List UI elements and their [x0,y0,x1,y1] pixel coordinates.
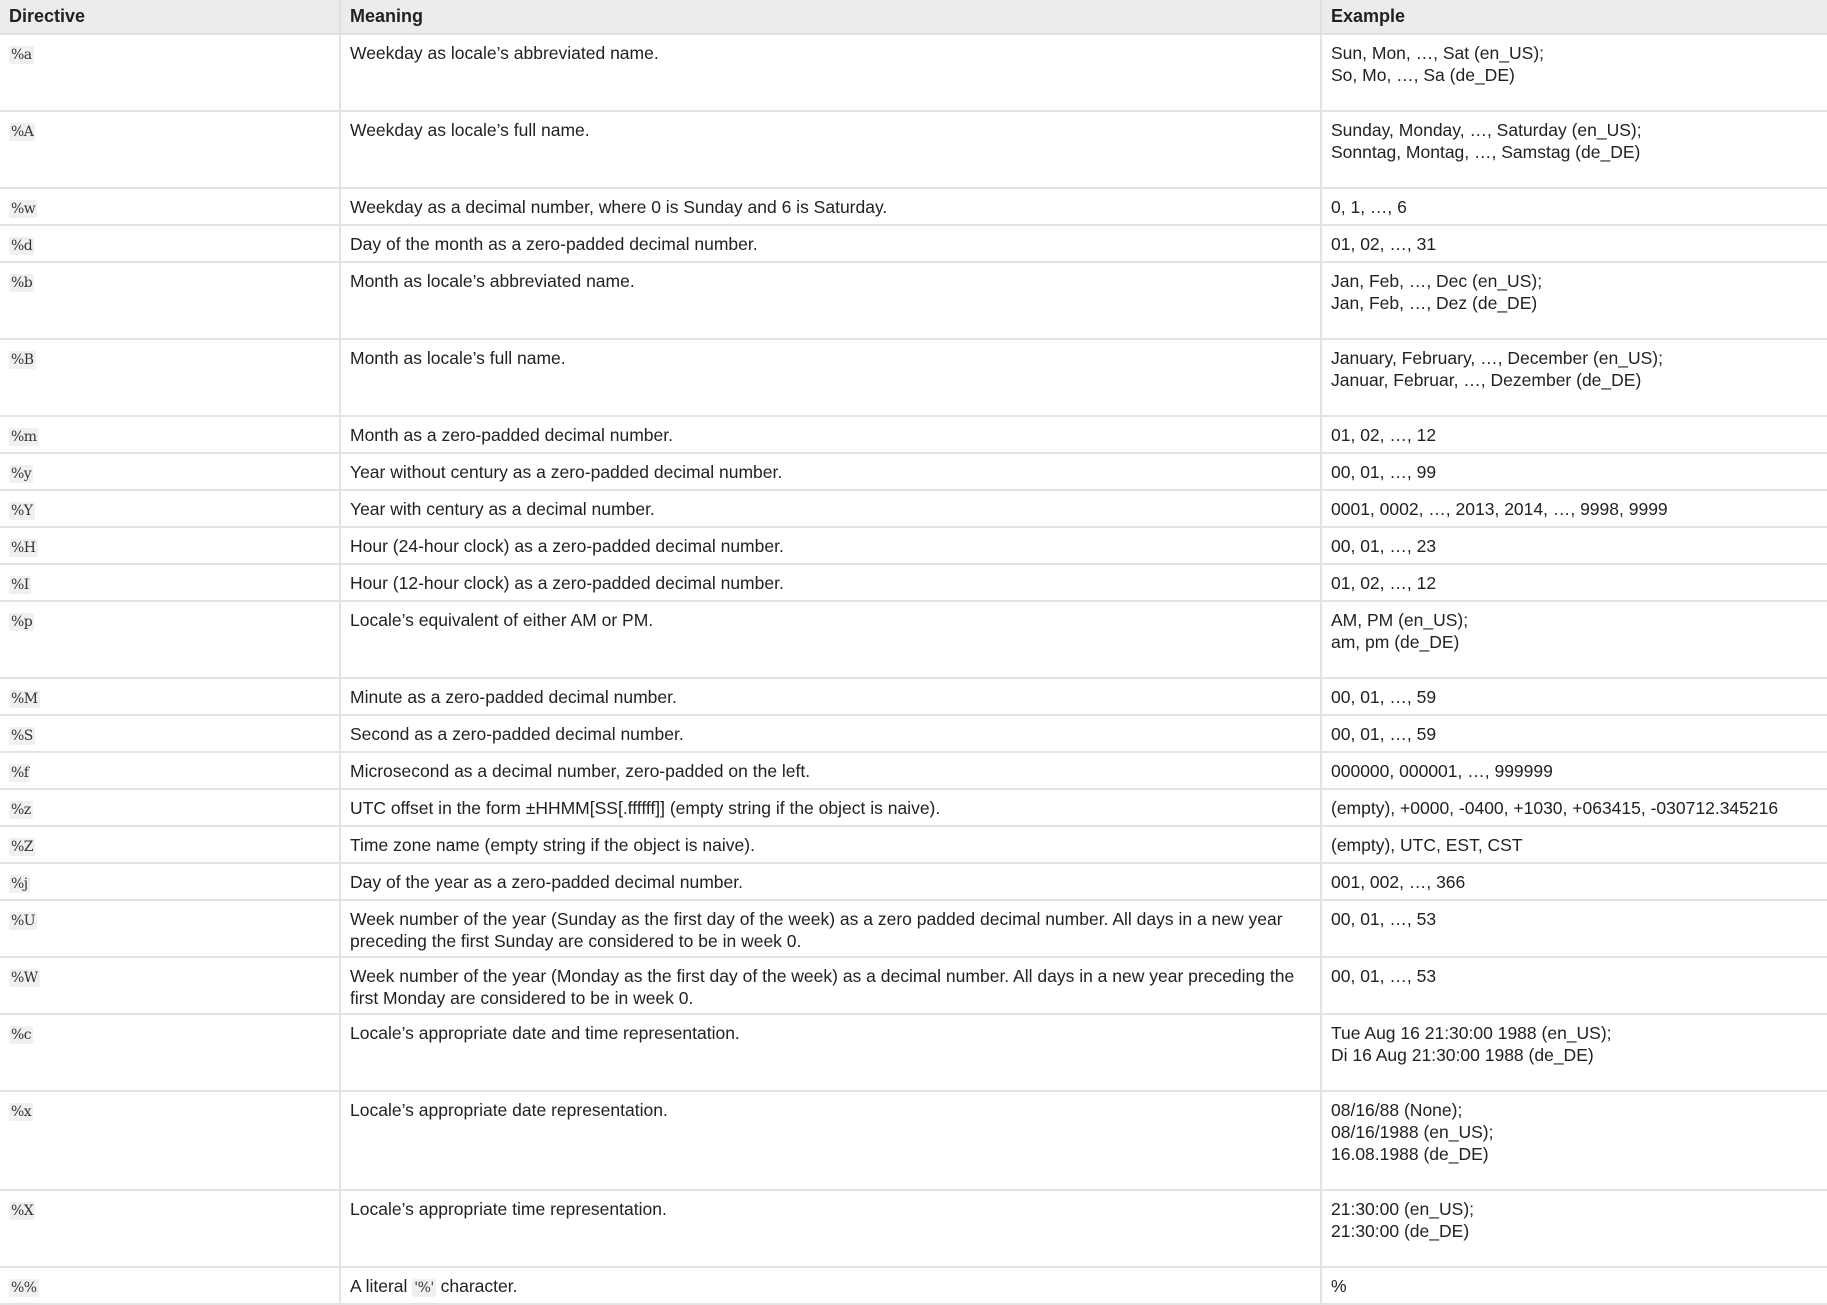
directive-code: %B [11,352,34,368]
table-row [0,678,1827,715]
table-row [0,863,1827,900]
example-line: 000000, 000001, …, 999999 [1331,761,1553,781]
directive-code: %Y [11,503,33,519]
table-row [0,1190,1827,1267]
directive-code: %% [11,1280,37,1296]
header-directive: Directive [0,0,340,34]
example-cell [1321,527,1827,564]
example-line: 001, 002, …, 366 [1331,872,1466,892]
directive-cell [0,416,340,453]
example-cell [1321,34,1827,111]
directive-cell [0,1014,340,1091]
table-row [0,453,1827,490]
meaning-cell: Year with century as a decimal number. [340,490,1321,527]
meaning-text: A literal [350,1276,413,1296]
directive-cell [0,900,340,957]
table-row [0,601,1827,678]
directive-code: %m [11,429,37,445]
example-line: 21:30:00 (en_US); [1331,1199,1475,1219]
table-row [0,527,1827,564]
directive-code: %U [11,913,36,929]
header-row [0,0,1827,34]
example-line: Jan, Feb, …, Dez (de_DE) [1331,293,1538,313]
meaning-cell: Time zone name (empty string if the object is naive). [340,826,1321,863]
meaning-cell: Locale’s equivalent of either AM or PM. [340,601,1321,678]
example-cell [1321,564,1827,601]
example-cell [1321,752,1827,789]
table-row [0,188,1827,225]
example-cell [1321,957,1827,1014]
table-row [0,225,1827,262]
example-line: 00, 01, …, 53 [1331,909,1437,929]
example-line: Di 16 Aug 21:30:00 1988 (de_DE) [1331,1045,1594,1065]
meaning-cell: Second as a zero-padded decimal number. [340,715,1321,752]
directive-cell [0,789,340,826]
table-row [0,262,1827,339]
meaning-cell [340,1267,1321,1304]
meaning-cell: Week number of the year (Sunday as the first day of the week) as a zero padded decimal number. All days in a new year preceding the first Sunday are considered to be in week 0. [340,900,1321,957]
example-cell [1321,339,1827,416]
table-row [0,957,1827,1014]
example-line: 00, 01, …, 23 [1331,536,1437,556]
example-cell [1321,111,1827,188]
table-row [0,34,1827,111]
example-cell [1321,678,1827,715]
example-line: Sun, Mon, …, Sat (en_US); [1331,43,1545,63]
meaning-cell: Day of the year as a zero-padded decimal number. [340,863,1321,900]
directive-cell [0,752,340,789]
table-row [0,1267,1827,1304]
example-line: 01, 02, …, 12 [1331,573,1437,593]
directive-code: %A [11,124,34,140]
meaning-cell: Hour (24-hour clock) as a zero-padded decimal number. [340,527,1321,564]
example-line: 08/16/1988 (en_US); [1331,1122,1494,1142]
directive-code: %Z [11,839,34,855]
directive-cell [0,601,340,678]
table-row [0,1014,1827,1091]
directive-cell [0,225,340,262]
example-cell [1321,1091,1827,1190]
meaning-cell: Year without century as a zero-padded decimal number. [340,453,1321,490]
example-cell [1321,416,1827,453]
example-cell [1321,453,1827,490]
example-cell [1321,262,1827,339]
example-cell [1321,789,1827,826]
example-cell [1321,188,1827,225]
table-row [0,789,1827,826]
directive-code: %j [11,876,28,892]
directive-cell [0,1190,340,1267]
meaning-cell: Weekday as locale’s full name. [340,111,1321,188]
directive-code: %a [11,47,32,63]
table-row [0,1091,1827,1190]
directive-cell [0,262,340,339]
example-line: 01, 02, …, 12 [1331,425,1437,445]
example-line: % [1331,1276,1347,1296]
meaning-cell: Week number of the year (Monday as the first day of the week) as a decimal number. All days in a new year preceding the first Monday are considered to be in week 0. [340,957,1321,1014]
meaning-cell: UTC offset in the form ±HHMM[SS[.ffffff]] (empty string if the object is naive). [340,789,1321,826]
meaning-cell: Locale’s appropriate time representation. [340,1190,1321,1267]
directive-cell [0,339,340,416]
directive-code: %f [11,765,29,781]
example-line: January, February, …, December (en_US); [1331,348,1663,368]
example-cell [1321,1267,1827,1304]
directive-cell [0,34,340,111]
example-line: So, Mo, …, Sa (de_DE) [1331,65,1515,85]
example-line: (empty), +0000, -0400, +1030, +063415, -030712.345216 [1331,798,1779,818]
example-cell [1321,225,1827,262]
directive-code: %d [11,238,33,254]
meaning-cell: Locale’s appropriate date representation. [340,1091,1321,1190]
example-cell [1321,601,1827,678]
example-line: Jan, Feb, …, Dec (en_US); [1331,271,1543,291]
table-row [0,826,1827,863]
directive-cell [0,490,340,527]
directive-code: %M [11,691,38,707]
directive-cell [0,957,340,1014]
directive-cell [0,826,340,863]
meaning-cell: Month as locale’s abbreviated name. [340,262,1321,339]
directive-cell [0,1267,340,1304]
directive-code: %p [11,614,33,630]
example-line: am, pm (de_DE) [1331,632,1460,652]
example-cell [1321,1190,1827,1267]
example-cell [1321,490,1827,527]
example-cell [1321,826,1827,863]
directive-cell [0,564,340,601]
directive-code: %z [11,802,31,818]
inline-code: '%' [414,1280,434,1296]
table-row [0,490,1827,527]
directive-code: %w [11,201,36,217]
example-line: 00, 01, …, 59 [1331,687,1437,707]
table-row [0,715,1827,752]
meaning-cell: Weekday as a decimal number, where 0 is Sunday and 6 is Saturday. [340,188,1321,225]
directive-code: %x [11,1104,32,1120]
example-line: 0001, 0002, …, 2013, 2014, …, 9998, 9999 [1331,499,1668,519]
directive-code: %W [11,970,38,986]
meaning-cell: Hour (12-hour clock) as a zero-padded decimal number. [340,564,1321,601]
table-row [0,416,1827,453]
table-row [0,564,1827,601]
meaning-text: character. [435,1276,518,1296]
directive-code: %S [11,728,33,744]
example-line: 00, 01, …, 99 [1331,462,1437,482]
example-line: Sunday, Monday, …, Saturday (en_US); [1331,120,1642,140]
directive-cell [0,715,340,752]
example-cell [1321,900,1827,957]
example-cell [1321,1014,1827,1091]
table-row [0,752,1827,789]
example-line: 08/16/88 (None); [1331,1100,1463,1120]
directive-cell [0,527,340,564]
example-line: Januar, Februar, …, Dezember (de_DE) [1331,370,1642,390]
example-line: 00, 01, …, 59 [1331,724,1437,744]
meaning-cell: Minute as a zero-padded decimal number. [340,678,1321,715]
example-cell [1321,863,1827,900]
meaning-cell: Day of the month as a zero-padded decimal number. [340,225,1321,262]
directive-cell [0,111,340,188]
meaning-cell: Weekday as locale’s abbreviated name. [340,34,1321,111]
directive-cell [0,863,340,900]
meaning-cell: Month as a zero-padded decimal number. [340,416,1321,453]
directive-code: %X [11,1203,34,1219]
table-row [0,111,1827,188]
example-line: (empty), UTC, EST, CST [1331,835,1523,855]
example-line: 0, 1, …, 6 [1331,197,1407,217]
directive-code: %I [11,577,29,593]
directive-cell [0,188,340,225]
header-meaning: Meaning [340,0,1321,34]
example-line: 00, 01, …, 53 [1331,966,1437,986]
directive-code: %y [11,466,32,482]
table-row [0,339,1827,416]
meaning-cell: Microsecond as a decimal number, zero-padded on the left. [340,752,1321,789]
example-line: 01, 02, …, 31 [1331,234,1437,254]
directive-code: %c [11,1027,32,1043]
meaning-cell: Month as locale’s full name. [340,339,1321,416]
example-line: Tue Aug 16 21:30:00 1988 (en_US); [1331,1023,1612,1043]
meaning-cell: Locale’s appropriate date and time representation. [340,1014,1321,1091]
example-cell [1321,715,1827,752]
example-line: Sonntag, Montag, …, Samstag (de_DE) [1331,142,1641,162]
header-example: Example [1321,0,1827,34]
example-line: 21:30:00 (de_DE) [1331,1221,1470,1241]
directive-cell [0,678,340,715]
directive-code: %b [11,275,33,291]
example-line: 16.08.1988 (de_DE) [1331,1144,1489,1164]
table-row [0,900,1827,957]
directive-cell [0,453,340,490]
directive-cell [0,1091,340,1190]
directive-code: %H [11,540,36,556]
example-line: AM, PM (en_US); [1331,610,1469,630]
